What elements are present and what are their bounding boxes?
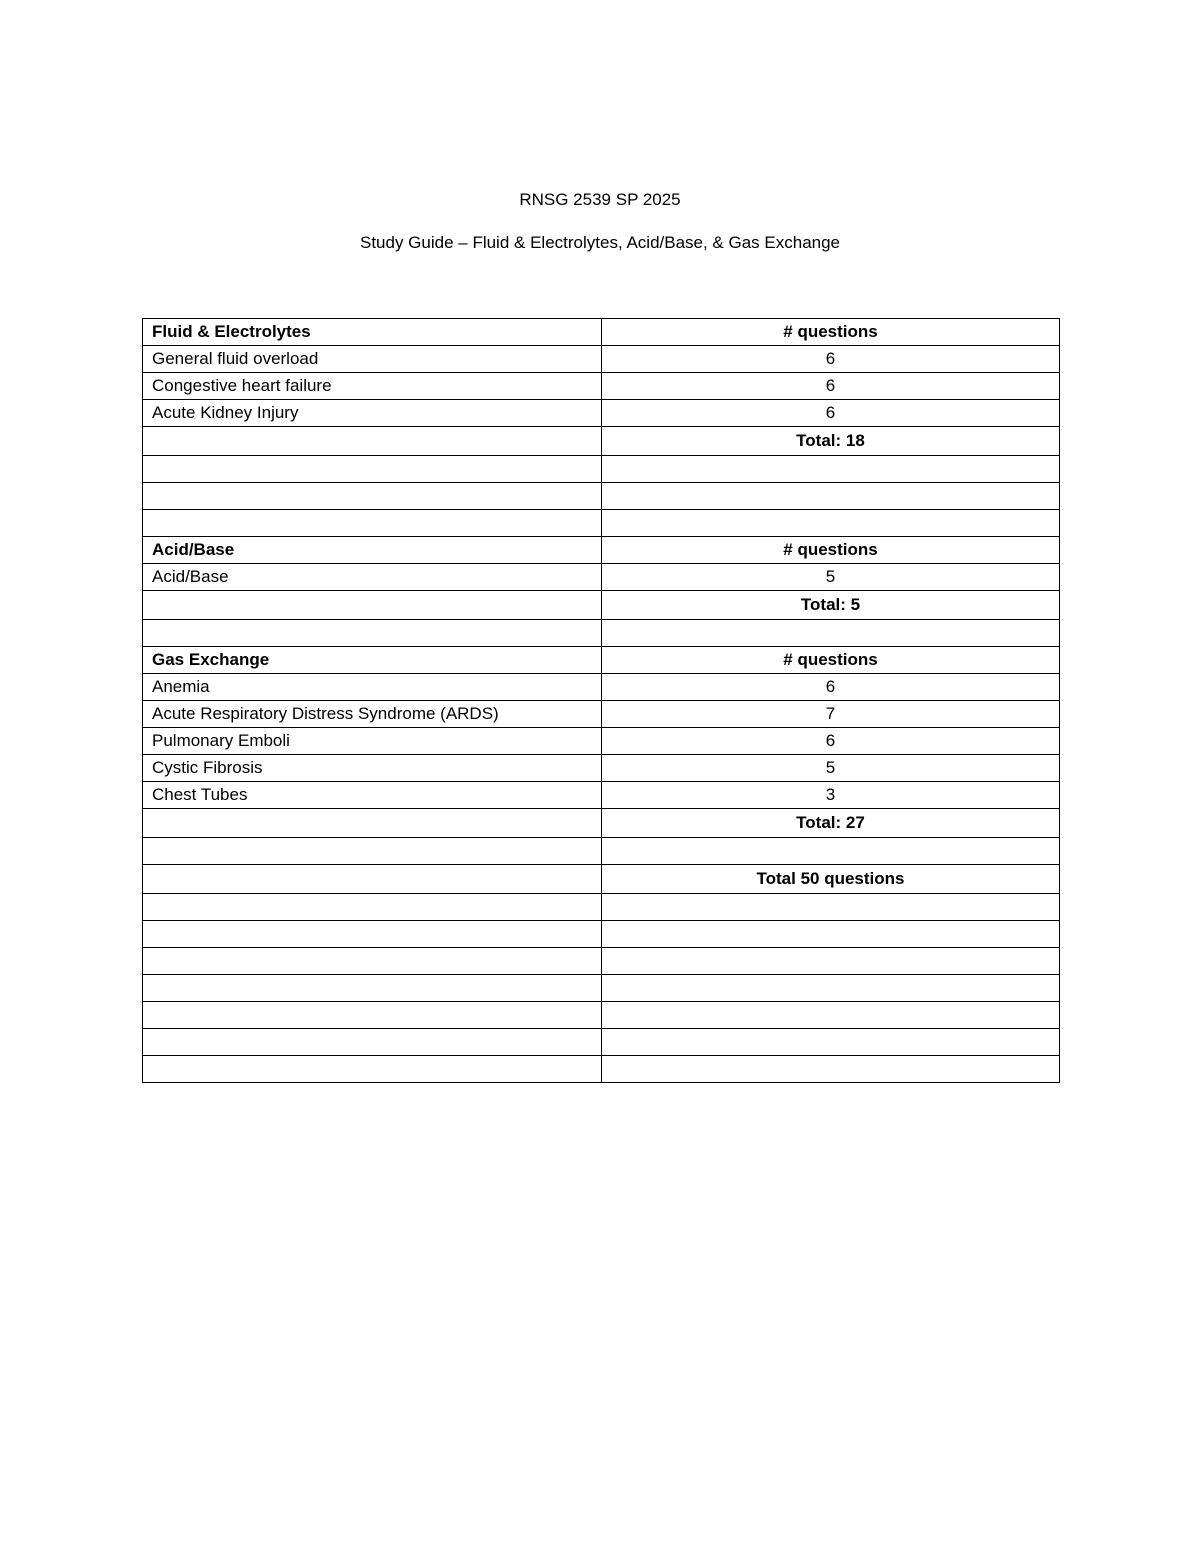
- question-count-cell: Total 50 questions: [602, 865, 1060, 894]
- question-count-cell: 6: [602, 373, 1060, 400]
- topic-cell: Fluid & Electrolytes: [143, 319, 602, 346]
- table-row: [143, 537, 1060, 564]
- table-row: [143, 838, 1060, 865]
- question-count-table: [142, 318, 1060, 1083]
- table-row: [143, 373, 1060, 400]
- table-row: [143, 1002, 1060, 1029]
- topic-cell: [143, 975, 602, 1002]
- topic-cell: [143, 1029, 602, 1056]
- table-row: [143, 1056, 1060, 1083]
- table-row: [143, 647, 1060, 674]
- question-count-cell: 7: [602, 701, 1060, 728]
- question-count-cell: [602, 1002, 1060, 1029]
- question-count-cell: [602, 894, 1060, 921]
- topic-cell: [143, 809, 602, 838]
- table-row: [143, 728, 1060, 755]
- table-row: [143, 674, 1060, 701]
- question-count-cell: [602, 620, 1060, 647]
- question-count-cell: Total: 27: [602, 809, 1060, 838]
- table-row: [143, 948, 1060, 975]
- topic-cell: General fluid overload: [143, 346, 602, 373]
- topic-cell: [143, 894, 602, 921]
- table-row: [143, 782, 1060, 809]
- table-row: [143, 456, 1060, 483]
- document-subtitle: Study Guide – Fluid & Electrolytes, Acid/Base, & Gas Exchange: [359, 233, 841, 252]
- topic-cell: Chest Tubes: [143, 782, 602, 809]
- topic-cell: [143, 1002, 602, 1029]
- topic-cell: Pulmonary Emboli: [143, 728, 602, 755]
- topic-cell: Gas Exchange: [143, 647, 602, 674]
- document-title: RNSG 2539 SP 2025: [519, 190, 681, 209]
- table-row: [143, 865, 1060, 894]
- question-count-cell: 6: [602, 674, 1060, 701]
- question-count-cell: # questions: [602, 319, 1060, 346]
- table-row: [143, 755, 1060, 782]
- question-count-cell: [602, 510, 1060, 537]
- topic-cell: [143, 921, 602, 948]
- question-count-cell: [602, 838, 1060, 865]
- table-row: [143, 1029, 1060, 1056]
- table-row: [143, 400, 1060, 427]
- topic-cell: [143, 510, 602, 537]
- topic-cell: Acid/Base: [143, 537, 602, 564]
- topic-cell: [143, 1056, 602, 1083]
- table-row: [143, 510, 1060, 537]
- topic-cell: Cystic Fibrosis: [143, 755, 602, 782]
- table-row: [143, 564, 1060, 591]
- question-count-cell: # questions: [602, 537, 1060, 564]
- topic-cell: Acid/Base: [143, 564, 602, 591]
- topic-cell: Acute Kidney Injury: [143, 400, 602, 427]
- table-row: [143, 591, 1060, 620]
- table-row: [143, 894, 1060, 921]
- topic-cell: [143, 948, 602, 975]
- question-count-cell: Total: 18: [602, 427, 1060, 456]
- table-body: [143, 319, 1060, 1083]
- table-row: [143, 319, 1060, 346]
- table-row: [143, 975, 1060, 1002]
- question-count-cell: 6: [602, 728, 1060, 755]
- question-count-cell: 6: [602, 400, 1060, 427]
- table-row: [143, 921, 1060, 948]
- question-count-cell: # questions: [602, 647, 1060, 674]
- table-row: [143, 346, 1060, 373]
- question-count-cell: 5: [602, 755, 1060, 782]
- question-count-cell: Total: 5: [602, 591, 1060, 620]
- question-count-cell: 3: [602, 782, 1060, 809]
- question-count-cell: [602, 483, 1060, 510]
- question-count-cell: 5: [602, 564, 1060, 591]
- topic-cell: Congestive heart failure: [143, 373, 602, 400]
- table-row: [143, 483, 1060, 510]
- question-count-cell: [602, 975, 1060, 1002]
- topic-cell: Anemia: [143, 674, 602, 701]
- topic-cell: [143, 865, 602, 894]
- topic-cell: Acute Respiratory Distress Syndrome (ARDS): [143, 701, 602, 728]
- topic-cell: [143, 456, 602, 483]
- topic-cell: [143, 620, 602, 647]
- question-count-cell: [602, 948, 1060, 975]
- table-row: [143, 427, 1060, 456]
- topic-cell: [143, 591, 602, 620]
- question-count-cell: 6: [602, 346, 1060, 373]
- question-count-cell: [602, 1056, 1060, 1083]
- table-row: [143, 620, 1060, 647]
- question-count-cell: [602, 921, 1060, 948]
- topic-cell: [143, 427, 602, 456]
- topic-cell: [143, 838, 602, 865]
- topic-cell: [143, 483, 602, 510]
- table-row: [143, 809, 1060, 838]
- table-row: [143, 701, 1060, 728]
- question-count-cell: [602, 1029, 1060, 1056]
- question-count-cell: [602, 456, 1060, 483]
